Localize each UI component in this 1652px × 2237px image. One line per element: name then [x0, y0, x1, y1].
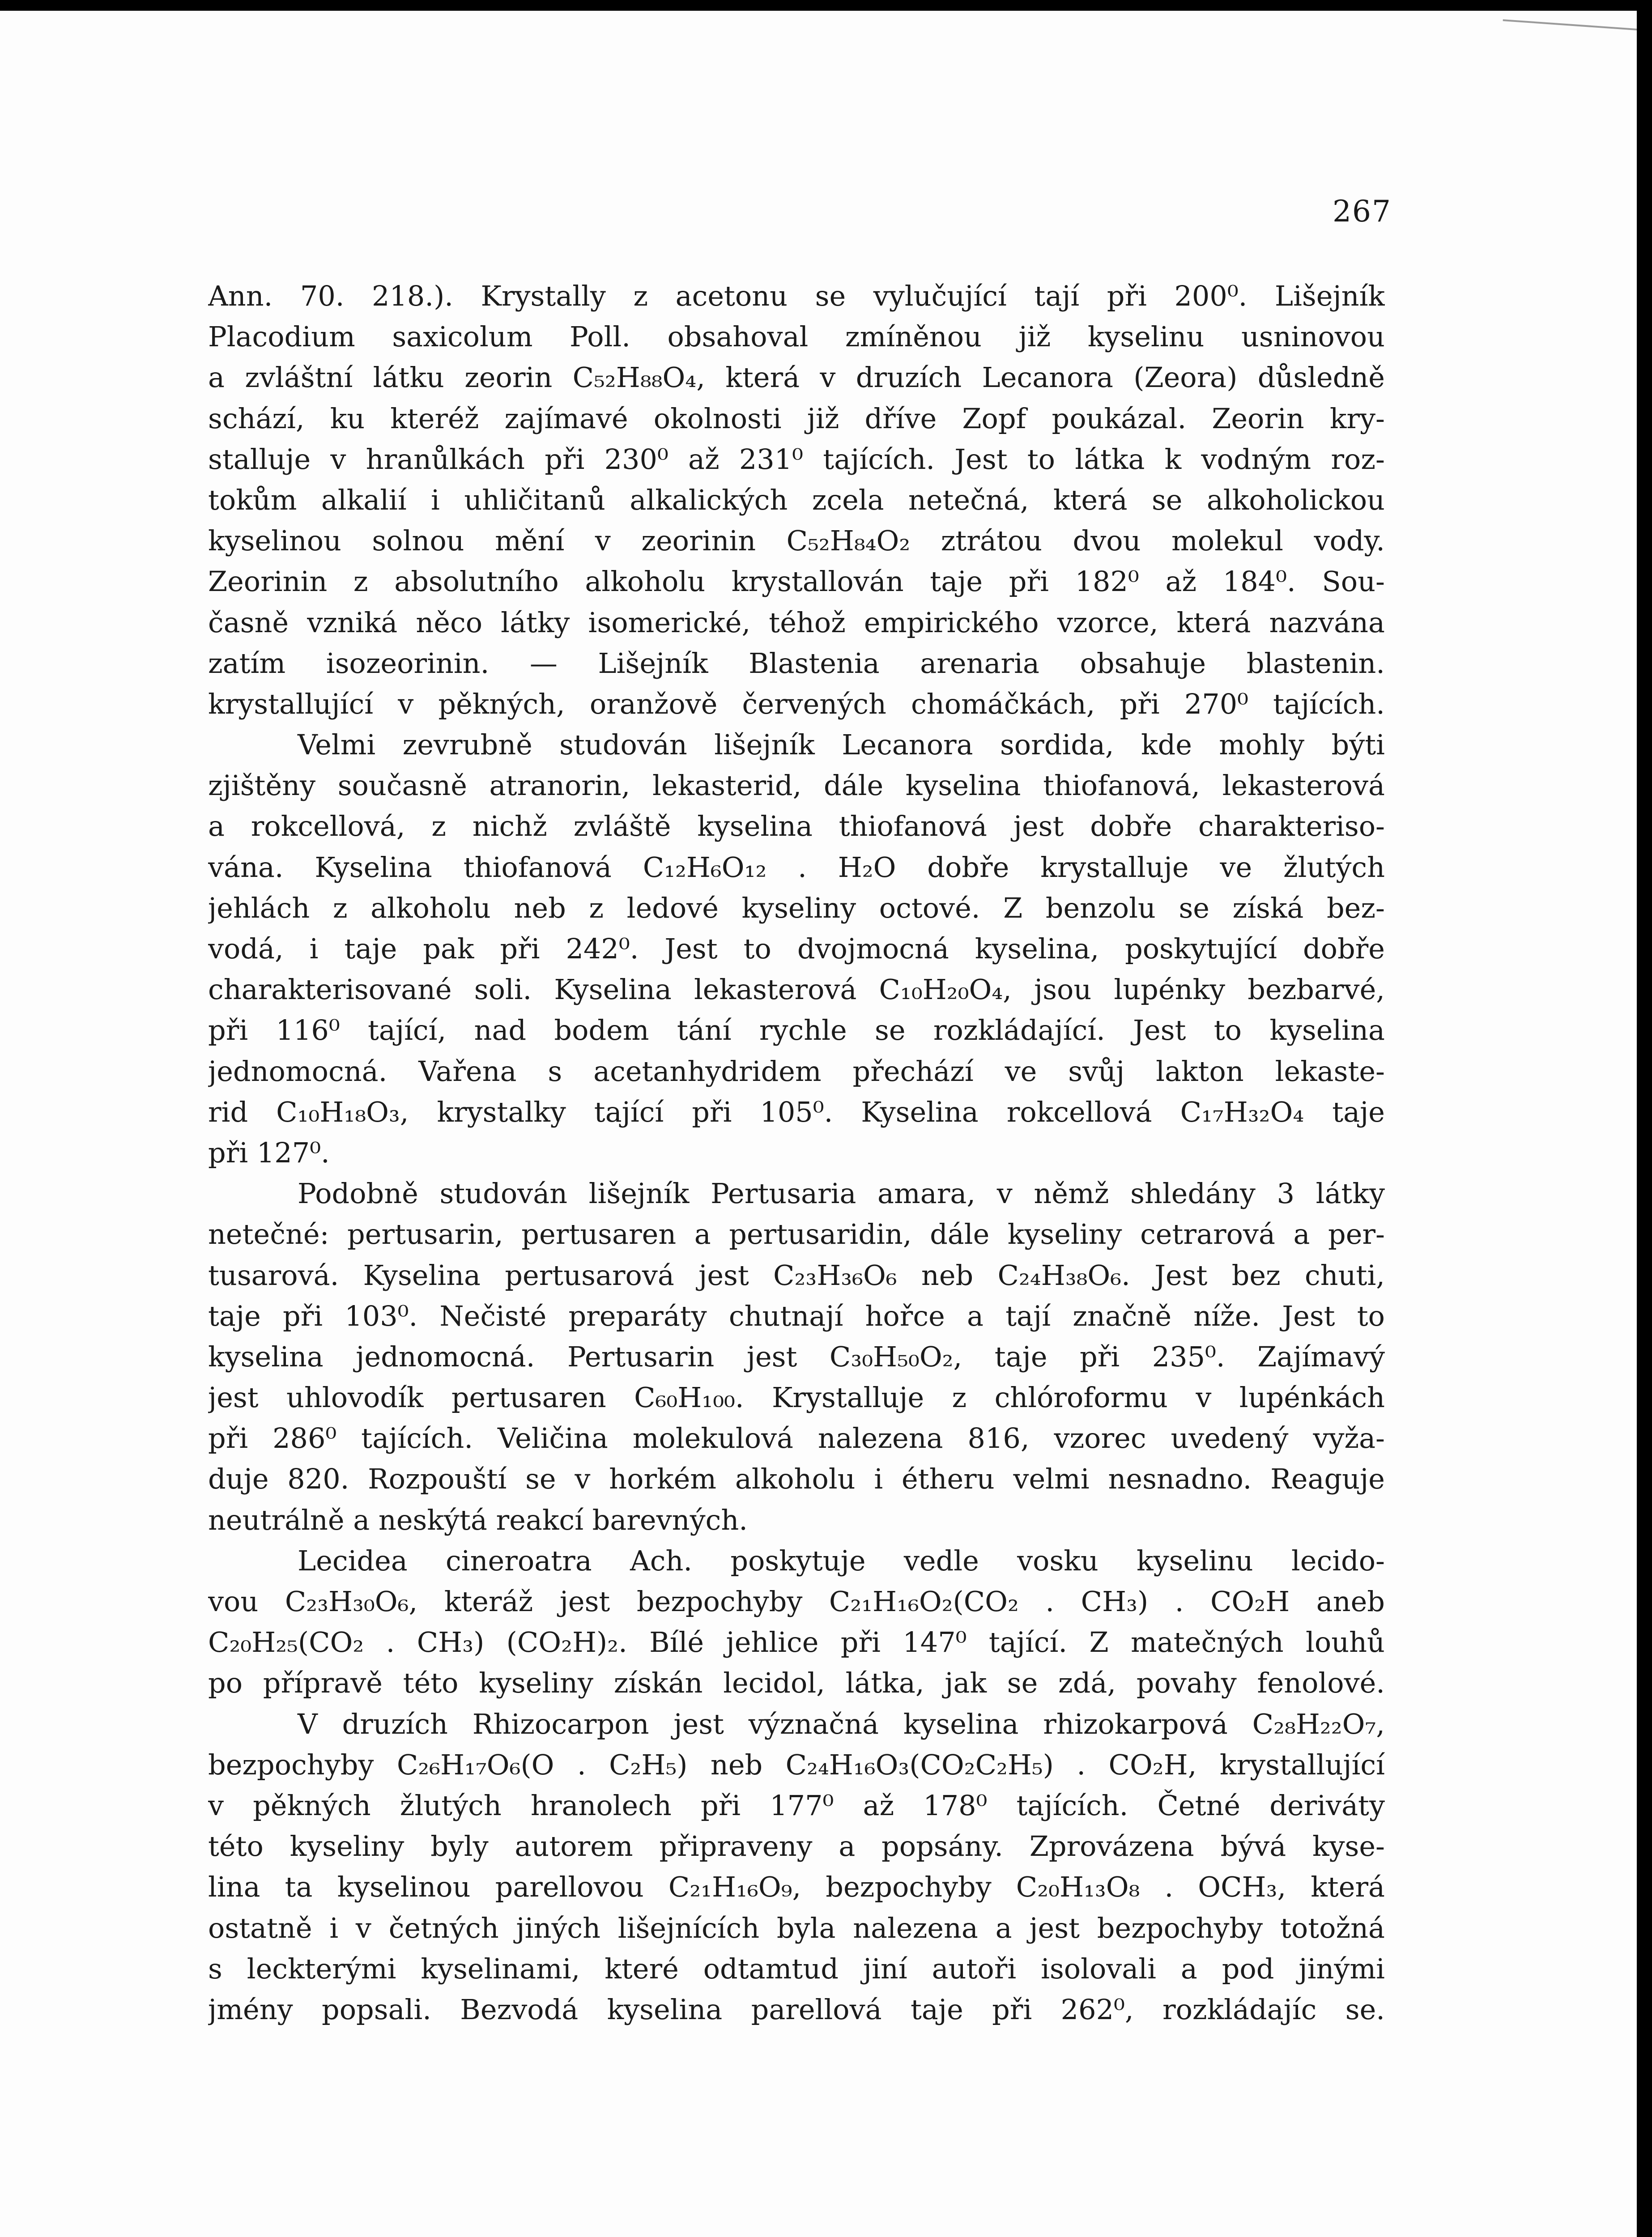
text-line: jmény popsali. Bezvodá kyselina parellová taje při 262⁰, rozkládajíc se. — [208, 1993, 1385, 2026]
text-line: lina ta kyselinou parellovou C₂₁H₁₆O₉, bezpochyby C₂₀H₁₃O₈ . OCH₃, která — [208, 1871, 1385, 1904]
text-line: v pěkných žlutých hranolech při 177⁰ až 178⁰ tajících. Četné deriváty — [208, 1789, 1385, 1822]
text-line: rid C₁₀H₁₈O₃, krystalky tající při 105⁰. Kyselina rokcellová C₁₇H₃₂O₄ taje — [208, 1095, 1385, 1128]
text-line: tusarová. Kyselina pertusarová jest C₂₃H₃₆O₆ neb C₂₄H₃₈O₆. Jest bez chuti, — [208, 1259, 1385, 1292]
text-line: Lecidea cineroatra Ach. poskytuje vedle vosku kyselinu lecido- — [298, 1544, 1385, 1577]
text-line: při 127⁰. — [208, 1136, 330, 1169]
text-line: bezpochyby C₂₆H₁₇O₆(O . C₂H₅) neb C₂₄H₁₆O₃(CO₂C₂H₅) . CO₂H, krystallující — [208, 1748, 1385, 1781]
text-line: a rokcellová, z nichž zvláště kyselina thiofanová jest dobře charakteriso- — [208, 810, 1385, 843]
text-line: krystallující v pěkných, oranžově červených chomáčkách, při 270⁰ tajících. — [208, 687, 1385, 720]
body-text — [208, 276, 1385, 2030]
text-line: po přípravě této kyseliny získán lecidol, látka, jak se zdá, povahy fenolové. — [208, 1667, 1385, 1700]
page-number: 267 — [1333, 194, 1392, 229]
text-line: netečné: pertusarin, pertusaren a pertusaridin, dále kyseliny cetrarová a per- — [208, 1218, 1385, 1251]
text-line: vána. Kyselina thiofanová C₁₂H₆O₁₂ . H₂O dobře krystalluje ve žlutých — [208, 851, 1385, 884]
text-line: V druzích Rhizocarpon jest význačná kyselina rhizokarpová C₂₈H₂₂O₇, — [298, 1707, 1385, 1740]
scan-edge-line — [1503, 19, 1637, 30]
text-line: vodá, i taje pak při 242⁰. Jest to dvojmocná kyselina, poskytující dobře — [208, 932, 1385, 965]
text-line: Velmi zevrubně studován lišejník Lecanora sordida, kde mohly býti — [298, 728, 1385, 761]
text-line: s leckterými kyselinami, které odtamtud jiní autoři isolovali a pod jinými — [208, 1952, 1385, 1985]
text-line: jest uhlovodík pertusaren C₆₀H₁₀₀. Krystalluje z chlóroformu v lupénkách — [208, 1381, 1385, 1414]
text-line: C₂₀H₂₅(CO₂ . CH₃) (CO₂H)₂. Bílé jehlice při 147⁰ tající. Z matečných louhů — [208, 1626, 1385, 1659]
text-line: této kyseliny byly autorem připraveny a popsány. Zprovázena bývá kyse- — [208, 1830, 1385, 1863]
text-line: zatím isozeorinin. — Lišejník Blastenia arenaria obsahuje blastenin. — [208, 646, 1385, 680]
text-line: neutrálně a neskýtá reakcí barevných. — [208, 1503, 748, 1536]
text-line: jehlách z alkoholu neb z ledové kyseliny octové. Z benzolu se získá bez- — [208, 891, 1385, 924]
text-line: a zvláštní látku zeorin C₅₂H₈₈O₄, která v druzích Lecanora (Zeora) důsledně — [208, 361, 1385, 394]
text-line: časně vzniká něco látky isomerické, téhož empirického vzorce, která nazvána — [208, 606, 1385, 639]
text-line: schází, ku kteréž zajímavé okolnosti již dříve Zopf poukázal. Zeorin kry- — [208, 402, 1385, 435]
text-line: kyselinou solnou mění v zeorinin C₅₂H₈₄O₂ ztrátou dvou molekul vody. — [208, 524, 1385, 557]
text-line: Placodium saxicolum Poll. obsahoval zmíněnou již kyselinu usninovou — [208, 320, 1385, 353]
text-line: Podobně studován lišejník Pertusaria amara, v němž shledány 3 látky — [298, 1177, 1385, 1210]
text-line: při 286⁰ tajících. Veličina molekulová nalezena 816, vzorec uvedený vyža- — [208, 1422, 1385, 1455]
text-line: zjištěny současně atranorin, lekasterid, dále kyselina thiofanová, lekasterová — [208, 769, 1385, 802]
text-line: při 116⁰ tající, nad bodem tání rychle se rozkládající. Jest to kyselina — [208, 1014, 1385, 1047]
text-line: stalluje v hranůlkách při 230⁰ až 231⁰ tajících. Jest to látka k vodným roz- — [208, 442, 1385, 476]
text-line: tokům alkalií i uhličitanů alkalických zcela netečná, která se alkoholickou — [208, 483, 1385, 516]
text-line: Ann. 70. 218.). Krystally z acetonu se vylučující tají při 200⁰. Lišejník — [208, 280, 1385, 312]
text-line: kyselina jednomocná. Pertusarin jest C₃₀H₅₀O₂, taje při 235⁰. Zajímavý — [208, 1340, 1385, 1373]
text-line: jednomocná. Vařena s acetanhydridem přechází ve svůj lakton lekaste- — [208, 1055, 1385, 1088]
text-line: ostatně i v četných jiných lišejnících byla nalezena a jest bezpochyby totožná — [208, 1911, 1385, 1944]
text-line: vou C₂₃H₃₀O₆, kteráž jest bezpochyby C₂₁H₁₆O₂(CO₂ . CH₃) . CO₂H aneb — [208, 1585, 1385, 1618]
text-line: charakterisované soli. Kyselina lekasterová C₁₀H₂₀O₄, jsou lupénky bezbarvé, — [208, 973, 1385, 1006]
text-line: taje při 103⁰. Nečisté preparáty chutnají hořce a tají značně níže. Jest to — [208, 1299, 1385, 1332]
text-line: duje 820. Rozpouští se v horkém alkoholu i étheru velmi nesnadno. Reaguje — [208, 1463, 1385, 1496]
scanned-page — [0, 11, 1637, 2237]
text-line: Zeorinin z absolutního alkoholu krystallován taje při 182⁰ až 184⁰. Sou- — [208, 565, 1385, 598]
